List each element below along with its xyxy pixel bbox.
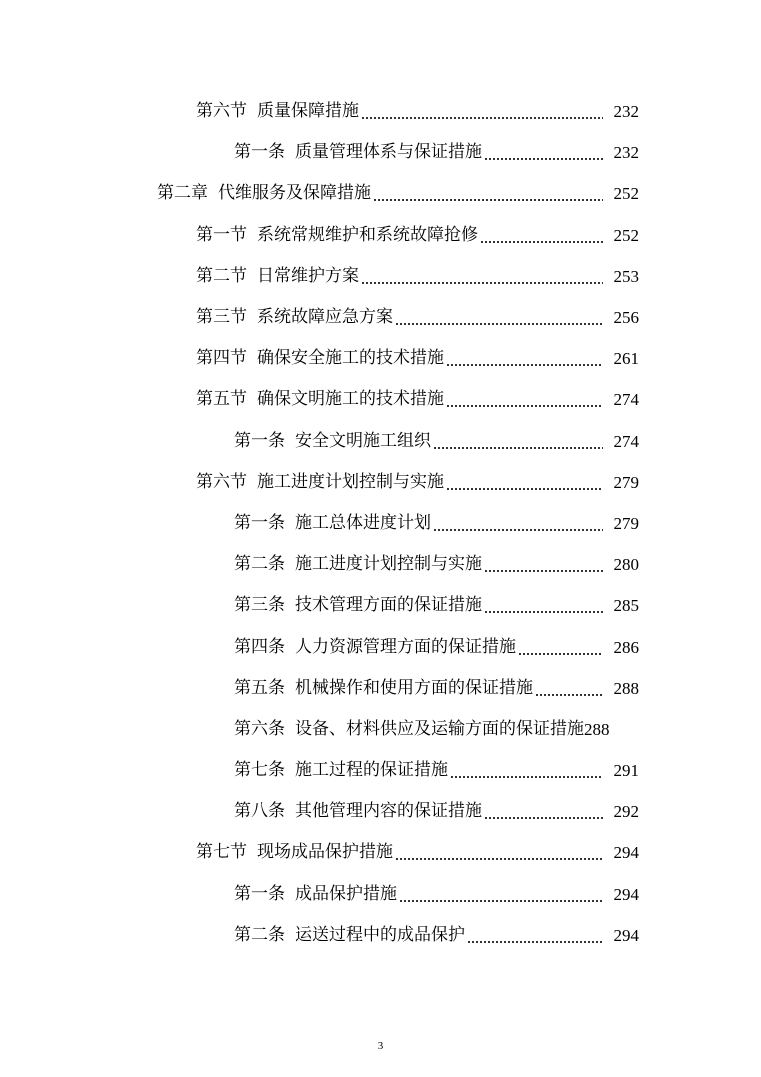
toc-dot-leader (446, 474, 603, 491)
toc-entry-title: 质量管理体系与保证措施 (295, 142, 482, 163)
toc-entry-number: 第六节 (196, 471, 247, 492)
toc-entry[interactable] (0, 421, 761, 462)
toc-dot-leader (361, 268, 603, 285)
toc-entry[interactable] (0, 915, 761, 956)
toc-entry-title: 系统常规维护和系统故障抢修 (257, 224, 478, 245)
toc-entry-title: 施工总体进度计划 (295, 512, 431, 533)
toc-entry-title: 施工进度计划控制与实施 (257, 471, 444, 492)
toc-entry-number: 第一条 (234, 512, 285, 533)
toc-dot-leader (399, 886, 603, 903)
toc-entry[interactable] (0, 626, 761, 667)
toc-entry-number: 第七条 (234, 760, 285, 781)
toc-entry-page: 294 (613, 884, 639, 904)
toc-entry-page: 292 (613, 802, 639, 822)
toc-entry[interactable] (0, 750, 761, 791)
toc-entry-title: 日常维护方案 (257, 265, 359, 286)
toc-entry[interactable] (0, 173, 761, 214)
toc-entry-title: 代维服务及保障措施 (218, 183, 371, 204)
toc-entry[interactable] (0, 91, 761, 132)
toc-dot-leader (373, 185, 603, 202)
toc-entry-title: 确保安全施工的技术措施 (257, 348, 444, 369)
toc-entry-page: 279 (613, 513, 639, 533)
toc-dot-leader (395, 309, 603, 326)
toc-entry-title: 设备、材料供应及运输方面的保证措施 (295, 718, 584, 739)
toc-entry-number: 第一条 (234, 883, 285, 904)
toc-dot-leader (484, 144, 603, 161)
toc-entry[interactable] (0, 132, 761, 173)
toc-entry-number: 第一条 (234, 430, 285, 451)
toc-entry-page: 253 (613, 266, 639, 286)
toc-entry-number: 第二条 (234, 554, 285, 575)
toc-entry-number: 第八条 (234, 801, 285, 822)
toc-entry-page: 286 (613, 637, 639, 657)
toc-entry-number: 第一节 (196, 224, 247, 245)
toc-entry-title: 人力资源管理方面的保证措施 (295, 636, 516, 657)
toc-entry[interactable] (0, 791, 761, 832)
toc-entry-number: 第五条 (234, 677, 285, 698)
toc-entry-number: 第三条 (234, 595, 285, 616)
toc-entry-page: 294 (613, 925, 639, 945)
toc-entry-number: 第二章 (157, 183, 208, 204)
toc-dot-leader (484, 803, 603, 820)
toc-entry-title: 运送过程中的成品保护 (295, 924, 465, 945)
toc-entry-title: 成品保护措施 (295, 883, 397, 904)
toc-entry-title: 质量保障措施 (257, 101, 359, 122)
toc-entry-page: 288 (613, 678, 639, 698)
toc-entry[interactable] (0, 215, 761, 256)
toc-entry[interactable] (0, 668, 761, 709)
toc-entry[interactable] (0, 256, 761, 297)
toc-entry-page: 285 (613, 596, 639, 616)
toc-entry[interactable] (0, 338, 761, 379)
toc-entry[interactable] (0, 379, 761, 420)
toc-entry-page: 274 (613, 390, 639, 410)
toc-entry-title: 机械操作和使用方面的保证措施 (295, 677, 533, 698)
toc-entry-number: 第二节 (196, 265, 247, 286)
toc-entry[interactable] (0, 585, 761, 626)
toc-dot-leader (484, 556, 603, 573)
toc-entry-page: 280 (613, 555, 639, 575)
toc-dot-leader (433, 515, 603, 532)
toc-entry-number: 第五节 (196, 389, 247, 410)
table-of-contents (0, 91, 761, 956)
toc-entry-title: 系统故障应急方案 (257, 307, 393, 328)
toc-entry-number: 第四条 (234, 636, 285, 657)
toc-entry[interactable] (0, 544, 761, 585)
toc-entry-page: 291 (613, 761, 639, 781)
toc-entry-title: 安全文明施工组织 (295, 430, 431, 451)
toc-entry-number: 第六条 (234, 718, 285, 739)
toc-dot-leader (484, 597, 603, 614)
toc-dot-leader (395, 844, 603, 861)
toc-dot-leader (467, 927, 603, 944)
toc-entry[interactable] (0, 297, 761, 338)
toc-dot-leader (518, 639, 603, 656)
toc-entry-title: 技术管理方面的保证措施 (295, 595, 482, 616)
toc-entry-page: 261 (613, 349, 639, 369)
toc-entry[interactable] (0, 832, 761, 873)
toc-entry[interactable] (0, 503, 761, 544)
toc-dot-leader (446, 350, 603, 367)
toc-entry-number: 第七节 (196, 842, 247, 863)
toc-dot-leader (433, 433, 603, 450)
toc-entry-page: 279 (613, 472, 639, 492)
page-number: 3 (377, 1040, 384, 1052)
toc-entry-number: 第四节 (196, 348, 247, 369)
toc-entry-page: 288 (584, 719, 610, 739)
toc-entry-page: 294 (613, 843, 639, 863)
toc-dot-leader (535, 680, 603, 697)
toc-entry[interactable] (0, 462, 761, 503)
toc-entry-page: 232 (613, 143, 639, 163)
toc-entry-page: 274 (613, 431, 639, 451)
toc-entry-title: 现场成品保护措施 (257, 842, 393, 863)
toc-entry-page: 252 (613, 184, 639, 204)
toc-entry-number: 第二条 (234, 924, 285, 945)
toc-dot-leader (480, 227, 603, 244)
toc-entry-page: 256 (613, 308, 639, 328)
toc-dot-leader (450, 762, 603, 779)
toc-dot-leader (446, 391, 603, 408)
toc-entry[interactable] (0, 709, 761, 750)
toc-entry-page: 232 (613, 102, 639, 122)
toc-entry-title: 确保文明施工的技术措施 (257, 389, 444, 410)
toc-entry-number: 第三节 (196, 307, 247, 328)
toc-entry[interactable] (0, 874, 761, 915)
toc-dot-leader (361, 103, 603, 120)
toc-entry-page: 252 (613, 225, 639, 245)
toc-entry-title: 其他管理内容的保证措施 (295, 801, 482, 822)
toc-entry-title: 施工过程的保证措施 (295, 760, 448, 781)
toc-entry-number: 第一条 (234, 142, 285, 163)
toc-entry-title: 施工进度计划控制与实施 (295, 554, 482, 575)
toc-entry-number: 第六节 (196, 101, 247, 122)
